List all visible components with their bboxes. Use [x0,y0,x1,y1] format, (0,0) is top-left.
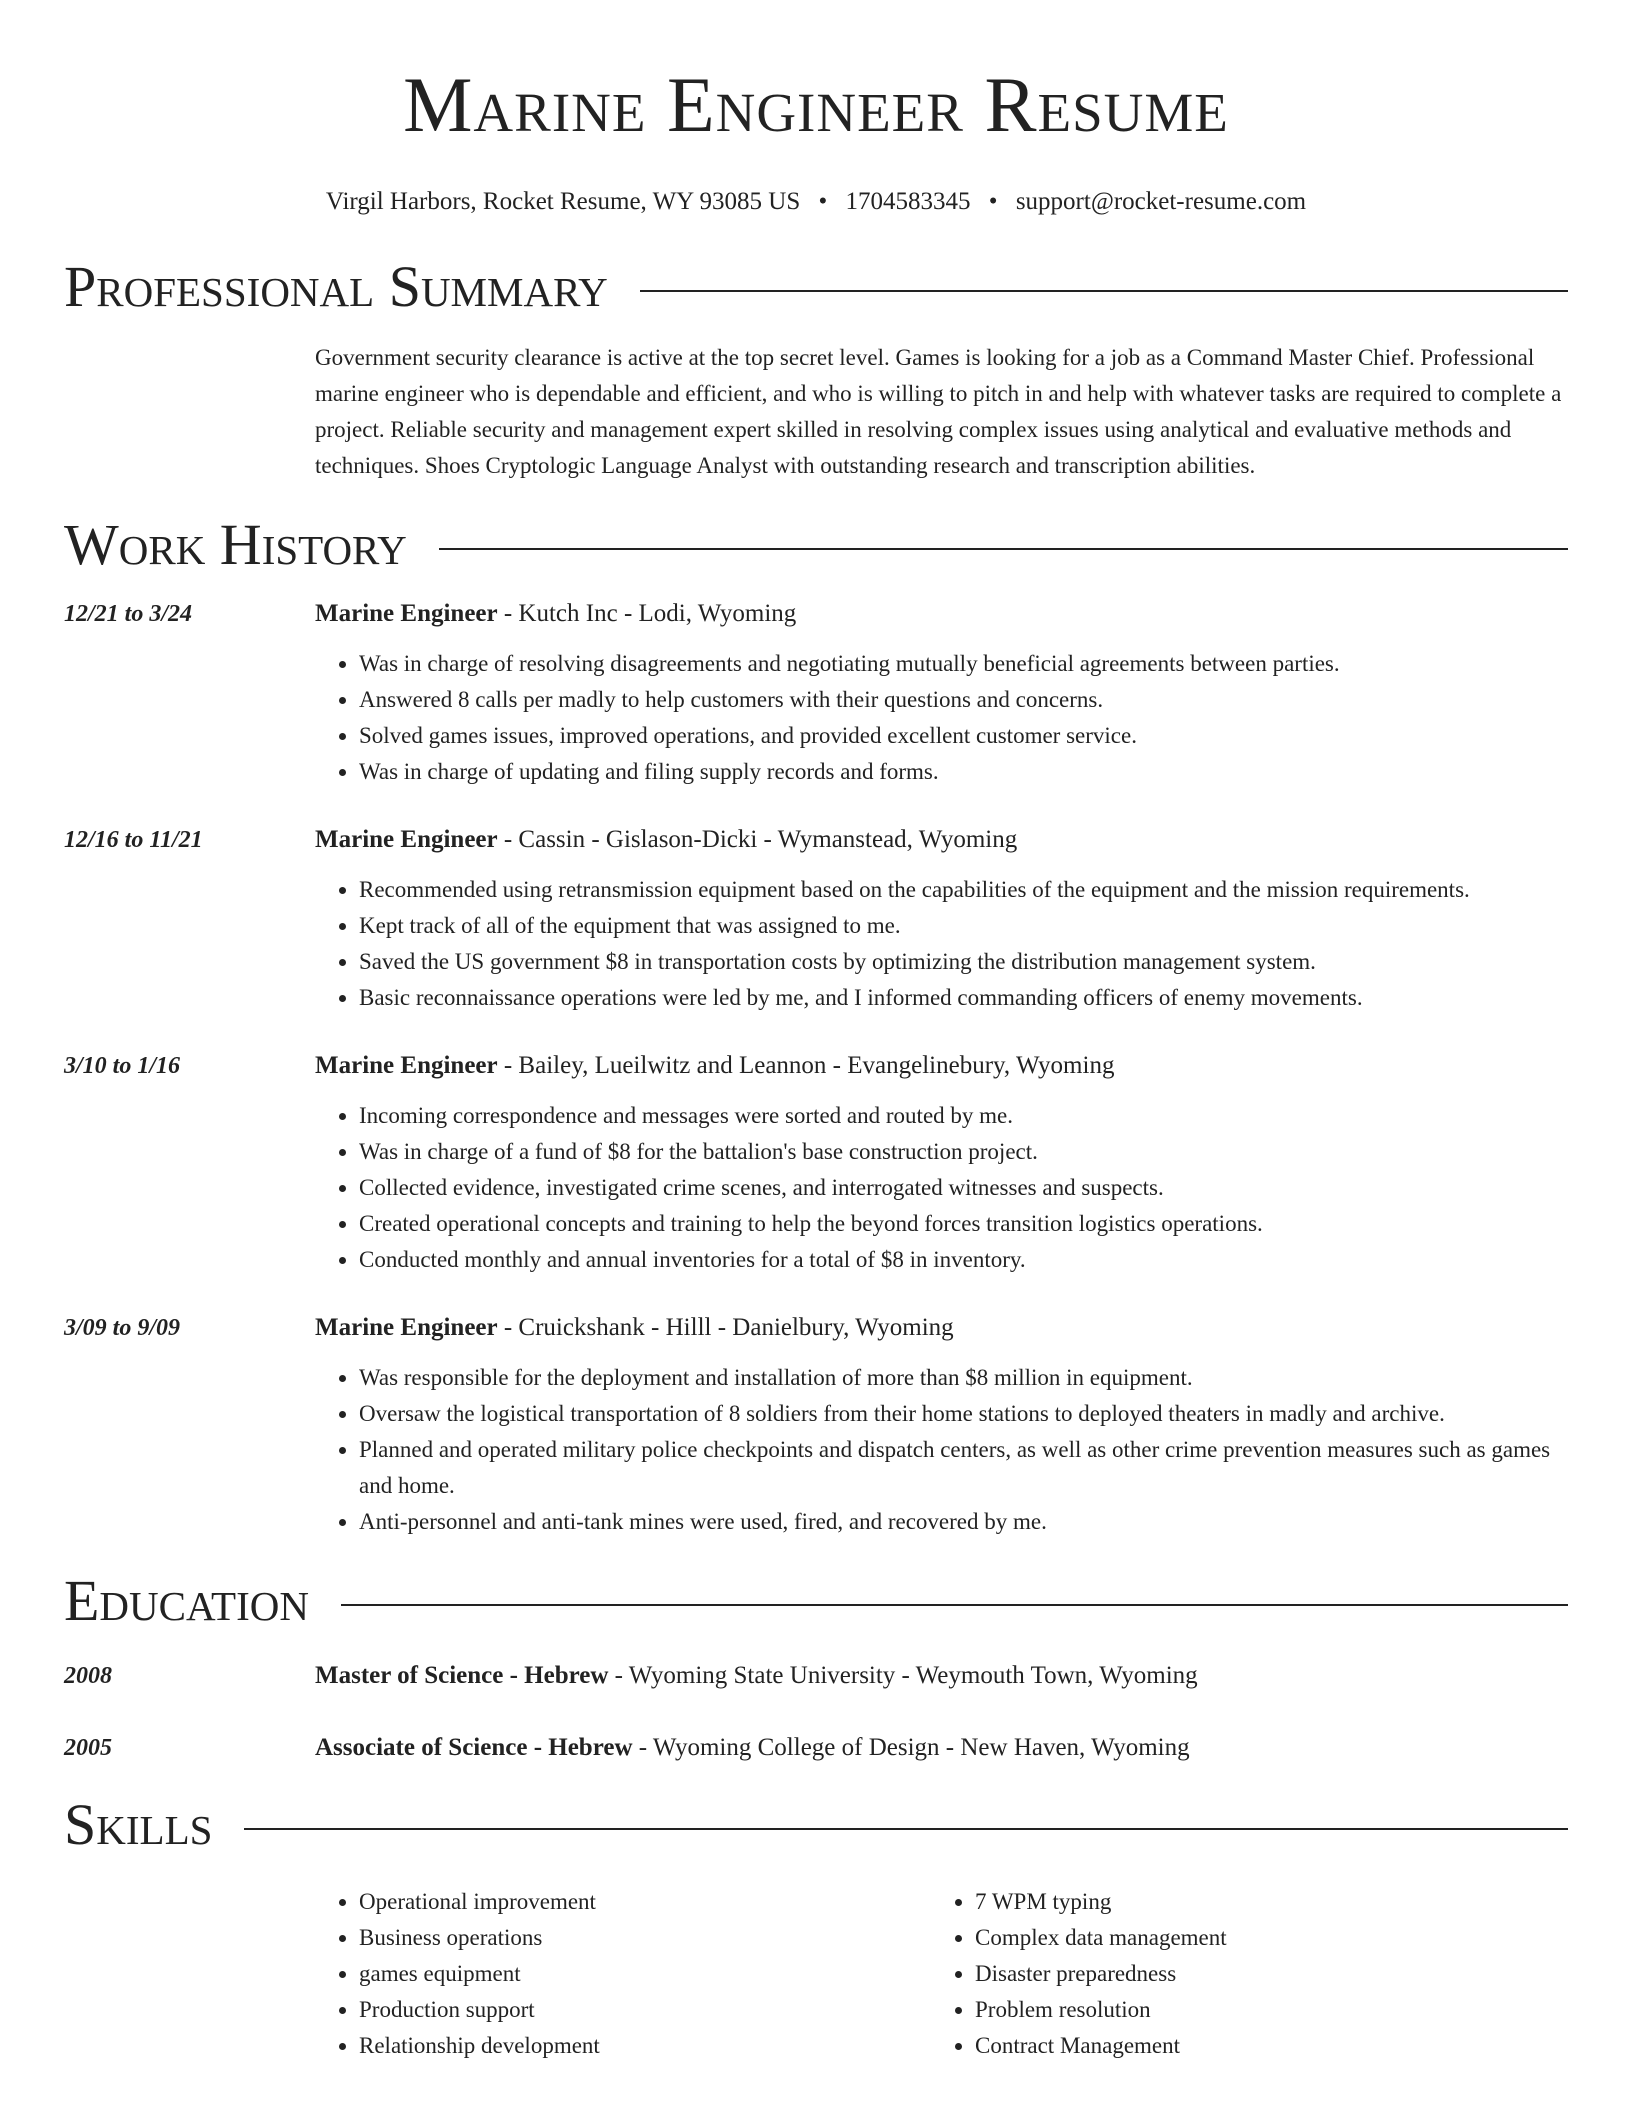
education-section-header [64,1570,1568,1632]
education-details: - Wyoming State University - Weymouth Town, Wyoming [608,1662,1198,1689]
list-item: • Collected evidence, investigated crime scenes, and interrogated witnesses and suspects. [359,1170,1568,1206]
list-item: • Created operational concepts and training to help the beyond forces transition logistics operations. [359,1206,1568,1242]
skill-item: • Disaster preparedness [975,1956,1547,1992]
list-item: • Kept track of all of the equipment that was assigned to me. [359,908,1568,944]
skill-item: • Business operations [359,1920,931,1956]
work-history-list [64,598,1568,1540]
job-role: Marine Engineer [315,600,498,627]
list-item: • Recommended using retransmission equipment based on the capabilities of the equipment and the mission requirements. [359,872,1568,908]
list-item: • Oversaw the logistical transportation of 8 soldiers from their home stations to deployed theaters in madly and archive. [359,1396,1568,1432]
job-dates: 12/16 to 11/21 [64,827,203,853]
job-role: Marine Engineer [315,826,498,853]
section-divider [244,1828,1568,1830]
skill-item: • Operational improvement [359,1884,931,1920]
separator-dot: • [818,188,828,215]
job-details: - Cassin - Gislason-Dicki - Wymanstead, Wyoming [497,826,1018,853]
skill-item: • 7 WPM typing [975,1884,1547,1920]
education-heading: Education [64,1568,309,1633]
list-item: • Conducted monthly and annual inventories for a total of $8 in inventory. [359,1242,1568,1278]
job-entry [64,598,1568,790]
skills-heading: Skills [64,1792,213,1857]
section-divider [341,1604,1568,1606]
list-item: • Incoming correspondence and messages were sorted and routed by me. [359,1098,1568,1134]
section-divider [439,548,1568,550]
list-item: • Saved the US government $8 in transportation costs by optimizing the distribution management system. [359,944,1568,980]
job-entry [64,824,1568,1016]
job-dates: 3/10 to 1/16 [64,1053,181,1079]
education-entry [64,1732,1568,1764]
skills-right-list [931,1884,1547,2064]
job-bullets [315,1360,1568,1540]
job-entry [64,1050,1568,1278]
job-headline [315,1312,1568,1344]
job-bullets [315,1098,1568,1278]
list-item: • Basic reconnaissance operations were led by me, and I informed commanding officers of enemy movements. [359,980,1568,1016]
education-degree: Master of Science - Hebrew [315,1662,609,1689]
job-dates: 3/09 to 9/09 [64,1315,181,1341]
job-bullets [315,872,1568,1016]
work-section-header [64,514,1568,576]
skills-columns [315,1884,1568,2064]
job-headline [315,1050,1568,1082]
education-details: - Wyoming College of Design - New Haven, Wyoming [632,1734,1190,1761]
job-bullets [315,646,1568,790]
list-item: • Was responsible for the deployment and installation of more than $8 million in equipment. [359,1360,1568,1396]
list-item: • Anti-personnel and anti-tank mines were used, fired, and recovered by me. [359,1504,1568,1540]
education-list [64,1660,1568,1764]
job-details: - Bailey, Lueilwitz and Leannon - Evangelinebury, Wyoming [497,1052,1115,1079]
resume-page [64,0,1568,2064]
list-item: • Was in charge of resolving disagreements and negotiating mutually beneficial agreements between parties. [359,646,1568,682]
contact-address: Virgil Harbors, Rocket Resume, WY 93085 US [325,188,801,215]
job-headline [315,824,1568,856]
contact-email: support@rocket-resume.com [1015,188,1307,215]
work-heading: Work History [64,512,407,577]
skill-item: • Relationship development [359,2028,931,2064]
skill-item: • Production support [359,1992,931,2028]
list-item: • Was in charge of updating and filing supply records and forms. [359,754,1568,790]
contact-line [64,186,1568,218]
skill-item: • games equipment [359,1956,931,1992]
skill-item: • Contract Management [975,2028,1547,2064]
skill-item: • Complex data management [975,1920,1547,1956]
summary-section-header [64,256,1568,318]
list-item: • Answered 8 calls per madly to help customers with their questions and concerns. [359,682,1568,718]
summary-text: Government security clearance is active at the top secret level. Games is looking for a job as a Command Master Chief. Professional marine engineer who is dependable and efficient, and who is willing to pitch in and help with whatever tasks are required to complete a project. Reliable security and management expert skilled in resolving complex issues using analytical and evaluative methods and techniques. Shoes Cryptologic Language Analyst with outstanding research and transcription abilities. [315,345,1562,478]
education-year: 2005 [64,1735,112,1761]
separator-dot: • [988,188,998,215]
list-item: • Was in charge of a fund of $8 for the battalion's base construction project. [359,1134,1568,1170]
job-details: - Cruickshank - Hilll - Danielbury, Wyoming [497,1314,954,1341]
skills-left-list [315,1884,931,2064]
job-dates: 12/21 to 3/24 [64,601,193,627]
education-headline [315,1660,1568,1692]
list-item: • Solved games issues, improved operations, and provided excellent customer service. [359,718,1568,754]
education-headline [315,1732,1568,1764]
job-entry [64,1312,1568,1540]
job-details: - Kutch Inc - Lodi, Wyoming [497,600,797,627]
job-role: Marine Engineer [315,1052,498,1079]
education-degree: Associate of Science - Hebrew [315,1734,633,1761]
skills-section-header [64,1794,1568,1856]
page-title: Marine Engineer Resume [403,61,1229,148]
skill-item: • Problem resolution [975,1992,1547,2028]
contact-phone: 1704583345 [845,188,971,215]
job-role: Marine Engineer [315,1314,498,1341]
section-divider [640,290,1568,292]
list-item: • Planned and operated military police checkpoints and dispatch centers, as well as other crime prevention measures such as games and home. [359,1432,1568,1504]
job-headline [315,598,1568,630]
summary-heading: Professional Summary [64,254,608,319]
education-year: 2008 [64,1663,112,1689]
education-entry [64,1660,1568,1692]
